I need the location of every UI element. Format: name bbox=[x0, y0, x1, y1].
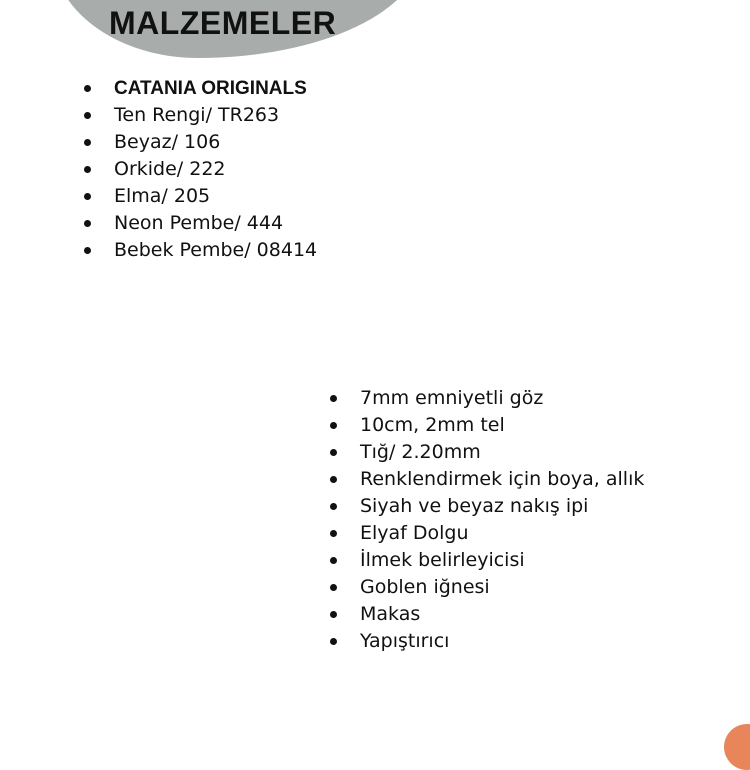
bullet-icon bbox=[330, 422, 337, 429]
bullet-icon bbox=[84, 112, 91, 119]
list-item-label: Neon Pembe/ 444 bbox=[114, 212, 284, 234]
list-item-label: Orkide/ 222 bbox=[114, 158, 226, 180]
bullet-icon bbox=[84, 85, 91, 92]
bullet-icon bbox=[330, 449, 337, 456]
corner-accent-shape bbox=[724, 724, 750, 770]
list-item-label: İlmek belirleyicisi bbox=[360, 549, 525, 571]
bullet-icon bbox=[330, 557, 337, 564]
list-item-label: Bebek Pembe/ 08414 bbox=[114, 239, 318, 261]
list-item-label: CATANIA ORIGINALS bbox=[114, 78, 307, 99]
bullet-icon bbox=[330, 530, 337, 537]
bullet-icon bbox=[330, 611, 337, 618]
list-item-label: Tığ/ 2.20mm bbox=[360, 441, 481, 463]
bullet-icon bbox=[84, 193, 91, 200]
bullet-icon bbox=[84, 139, 91, 146]
list-item-label: Beyaz/ 106 bbox=[114, 131, 221, 153]
list-item-label: Goblen iğnesi bbox=[360, 576, 490, 598]
bullet-icon bbox=[330, 476, 337, 483]
bullet-icon bbox=[84, 166, 91, 173]
bullet-icon bbox=[84, 220, 91, 227]
list-item-label: Ten Rengi/ TR263 bbox=[114, 104, 280, 126]
bullet-icon bbox=[330, 395, 337, 402]
list-item-label: Renklendirmek için boya, allık bbox=[360, 468, 645, 490]
list-item-label: Elyaf Dolgu bbox=[360, 522, 469, 544]
list-item-label: Yapıştırıcı bbox=[360, 630, 450, 652]
list-item-label: Makas bbox=[360, 603, 421, 625]
bullet-icon bbox=[330, 584, 337, 591]
list-item-label: Elma/ 205 bbox=[114, 185, 211, 207]
bullet-icon bbox=[330, 503, 337, 510]
list-item-label: 7mm emniyetli göz bbox=[360, 387, 544, 409]
list-item-label: Siyah ve beyaz nakış ipi bbox=[360, 495, 589, 517]
page-title: MALZEMELER bbox=[109, 5, 337, 41]
list-item-label: 10cm, 2mm tel bbox=[360, 414, 505, 436]
bullet-icon bbox=[330, 638, 337, 645]
bullet-icon bbox=[84, 247, 91, 254]
